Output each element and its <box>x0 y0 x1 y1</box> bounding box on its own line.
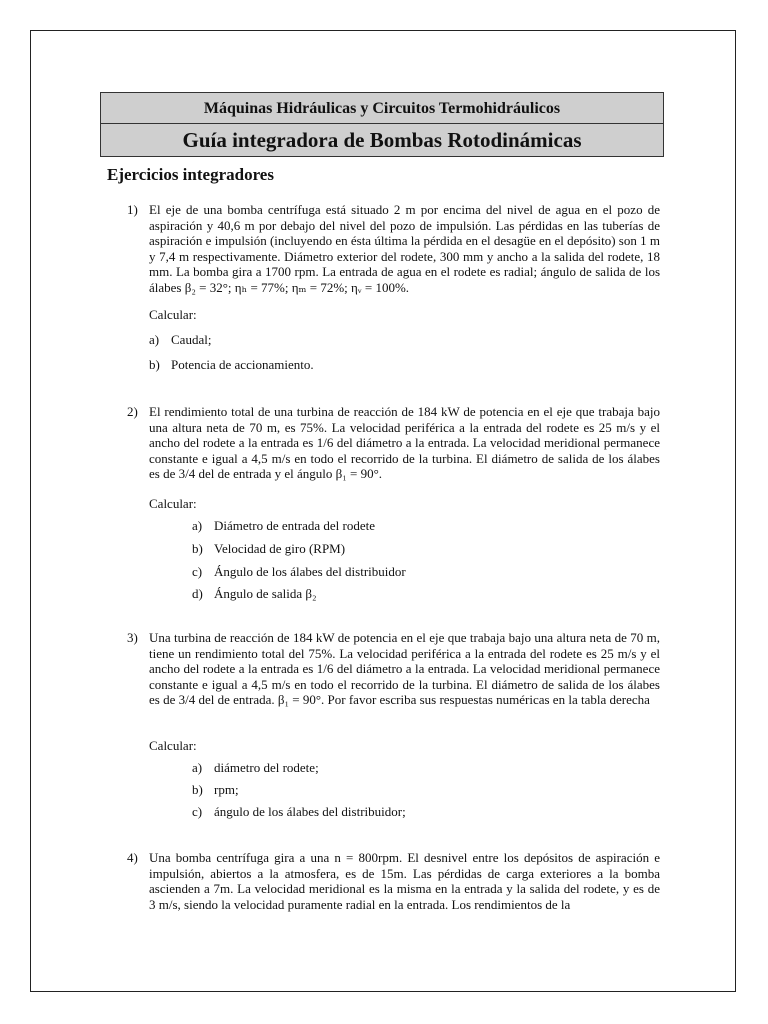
exercise-3 <box>127 630 660 708</box>
exercise-2 <box>127 404 660 482</box>
question-item <box>192 586 317 602</box>
question-item <box>192 804 406 820</box>
item-text: diámetro del rodete; <box>214 760 319 775</box>
item-text: rpm; <box>214 782 239 797</box>
exercise-4 <box>127 850 660 912</box>
exercise-number: 4) <box>127 850 138 865</box>
item-label: a) <box>149 332 160 347</box>
calc-label: Calcular: <box>149 496 197 511</box>
item-text: ángulo de los álabes del distribuidor; <box>214 804 406 819</box>
item-text: Diámetro de entrada del rodete <box>214 518 375 533</box>
section-title: Ejercicios integradores <box>107 165 274 184</box>
item-label: b) <box>149 357 160 372</box>
item-label: b) <box>192 782 203 797</box>
exercise-number: 1) <box>127 202 138 217</box>
item-text: Ángulo de salida β₂ <box>214 586 317 601</box>
question-item <box>192 518 375 534</box>
exercise-text: El rendimiento total de una turbina de reacción de 184 kW de potencia en el eje que trabaja bajo una altura neta de 70 m, es 75%. La velocidad periférica a la entrada del rodete es 25 m/s y el ancho del rodete a la entrada es 1/6 del diámetro a la entrada. La velocidad meridional permanece constante e igual a 4,5 m/s en todo el recorrido de la turbina. El diámetro de salida de los álabes es de 3/4 del de entrada y el ángulo β₁ = 90°. <box>149 404 660 482</box>
item-label: b) <box>192 541 203 556</box>
exercise-number: 2) <box>127 404 138 419</box>
item-text: Velocidad de giro (RPM) <box>214 541 346 556</box>
guide-title: Guía integradora de Bombas Rotodinámicas <box>182 128 582 152</box>
calc-label: Calcular: <box>149 307 197 322</box>
exercise-1 <box>127 202 660 296</box>
question-item <box>192 541 345 557</box>
item-label: a) <box>192 518 203 533</box>
calc-label: Calcular: <box>149 738 197 753</box>
exercise-number: 3) <box>127 630 138 645</box>
item-text: Ángulo de los álabes del distribuidor <box>214 564 406 579</box>
item-text: Potencia de accionamiento. <box>171 357 314 372</box>
course-title: Máquinas Hidráulicas y Circuitos Termohidráulicos <box>101 93 663 124</box>
item-text: Caudal; <box>171 332 212 347</box>
question-item <box>192 782 239 798</box>
question-item <box>149 332 211 348</box>
item-label: c) <box>192 804 203 819</box>
header-box <box>100 92 664 157</box>
exercise-text: Una bomba centrífuga gira a una n = 800rpm. El desnivel entre los depósitos de aspiración e impulsión, abiertos a la atmosfera, es de 15m. Las pérdidas de carga exteriores a la bomba ascienden a 7m. La velocidad meridional es la misma en la entrada y la salida del rodete, y es de 3 m/s, siendo la velocidad puramente radial en la entrada. Los rendimientos de la <box>149 850 660 912</box>
exercise-text: El eje de una bomba centrífuga está situado 2 m por encima del nivel de agua en el pozo de aspiración y 40,6 m por debajo del nivel del pozo de impulsión. Las pérdidas en las tuberías de aspiración e impulsión (incluyendo en ésta última la pérdida en el desagüe en el depósito) son 1 m y 7,4 m respectivamente. Diámetro exterior del rodete, 300 mm y ancho a la salida del rodete, 18 mm. La bomba gira a 1700 rpm. La entrada de agua en el rodete es radial; ángulo de salida de los álabes β₂ = 32°; ηₕ = 77%; ηₘ = 72%; ηᵥ = 100%. <box>149 202 660 295</box>
item-label: a) <box>192 760 203 775</box>
question-item <box>192 564 406 580</box>
question-item <box>192 760 319 776</box>
item-label: c) <box>192 564 203 579</box>
item-label: d) <box>192 586 203 601</box>
exercise-text: Una turbina de reacción de 184 kW de potencia en el eje que trabaja bajo una altura neta de 70 m, tiene un rendimiento total del 75%. La velocidad periférica a la entrada del rodete es 25 m/s y el ancho del rodete a la entrada es 1/6 del diámetro a la entrada. La velocidad meridional permanece constante e igual a 4,5 m/s en todo el recorrido de la turbina. El diámetro de salida de los álabes es de 3/4 del de entrada. β₁ = 90°. Por favor escriba sus respuestas numéricas en la tabla derecha <box>149 630 660 708</box>
question-item <box>149 357 314 373</box>
